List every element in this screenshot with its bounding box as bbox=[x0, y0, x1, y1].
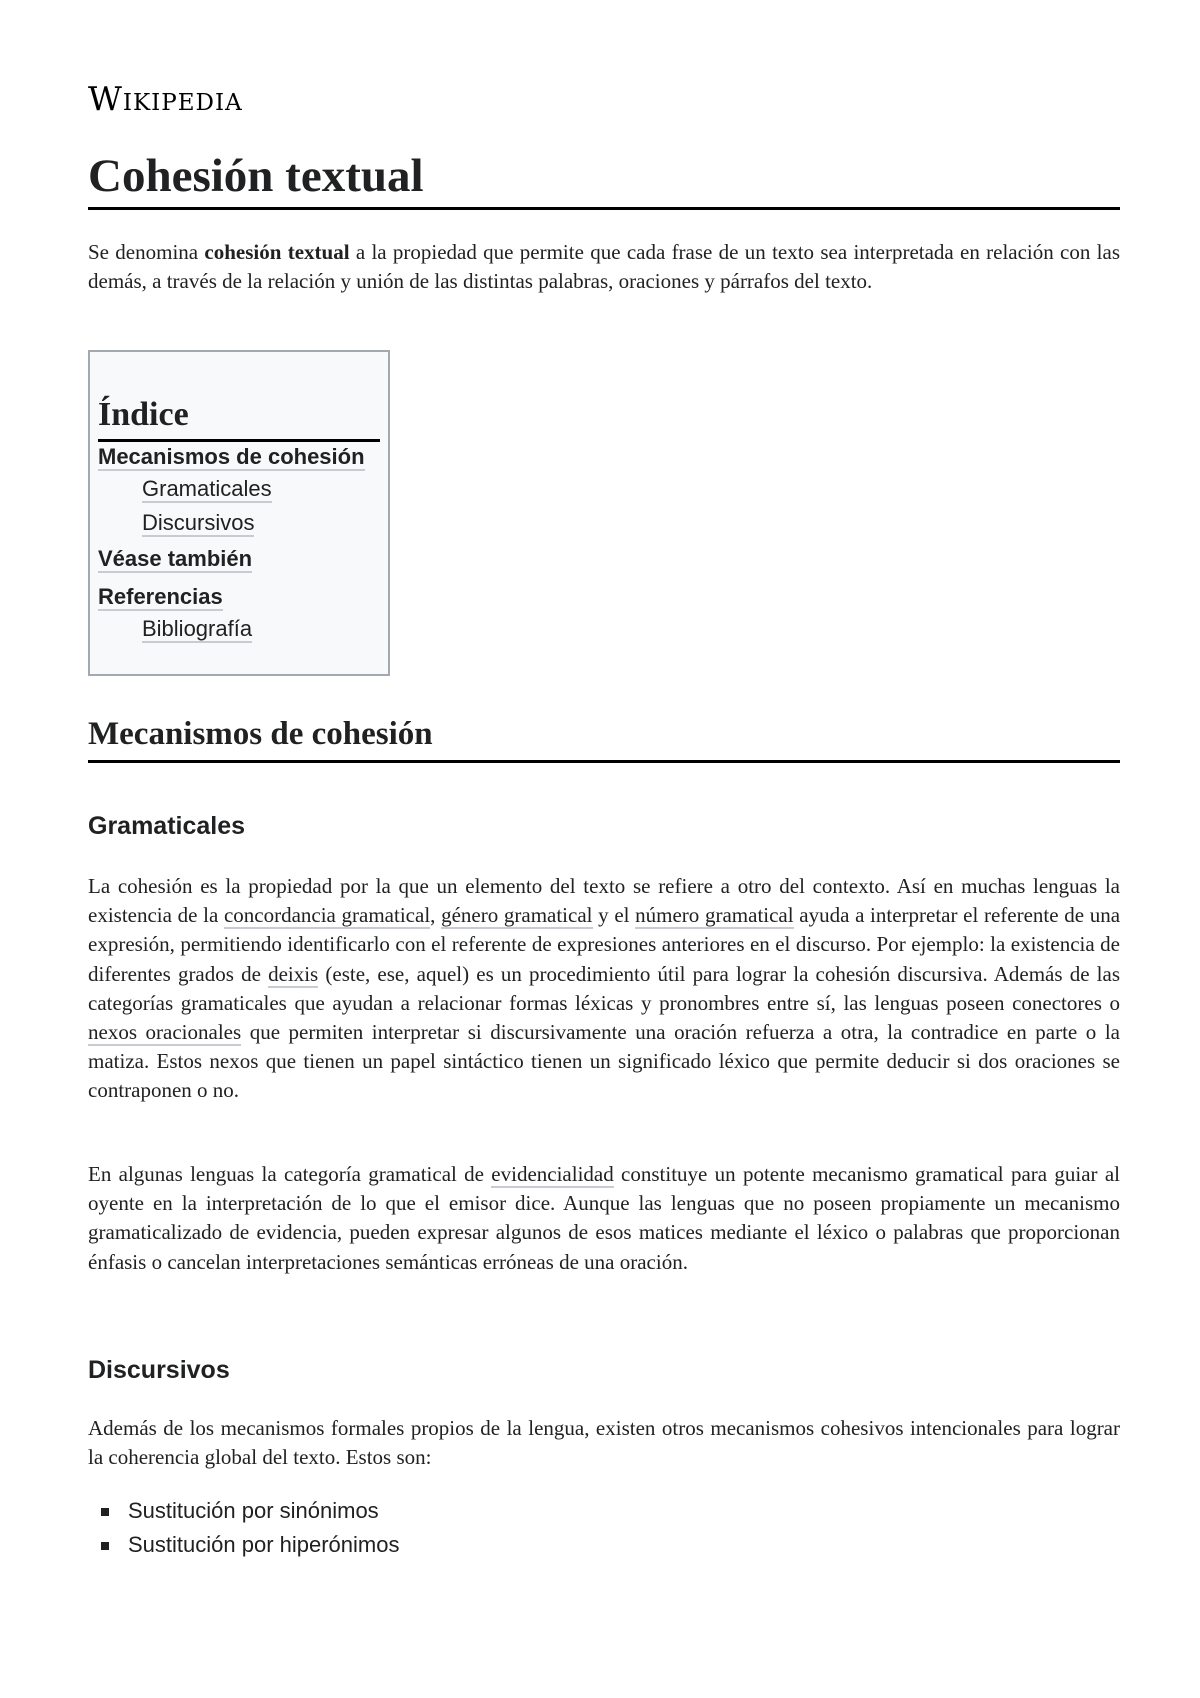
list-item: Sustitución por sinónimos bbox=[88, 1494, 399, 1528]
toc-link-mecanismos[interactable]: Mecanismos de cohesión bbox=[98, 444, 365, 469]
link-nexos-oracionales[interactable]: nexos oracionales bbox=[88, 1020, 242, 1045]
gramaticales-paragraph-2 bbox=[88, 1160, 1120, 1277]
link-numero-gramatical[interactable]: número gramatical bbox=[635, 903, 794, 928]
wikipedia-logo[interactable]: Wikipedia bbox=[88, 79, 243, 118]
gramaticales-paragraph-1 bbox=[88, 872, 1120, 1106]
page-title: Cohesión textual bbox=[88, 148, 1120, 210]
toc-item-referencias bbox=[98, 582, 380, 612]
subsection-heading-gramaticales: Gramaticales bbox=[88, 812, 246, 840]
intro-text-start: Se denomina bbox=[88, 240, 205, 264]
text: que permiten interpretar si discursivamente una oración refuerza a otra, la contradice en parte o la matiza. Estos nexos que tienen un papel sintáctico tienen un significado léxico que permite deducir si dos oraciones se contraponen o no. bbox=[88, 1020, 1120, 1103]
link-evidencialidad[interactable]: evidencialidad bbox=[491, 1162, 614, 1186]
toc-item-mecanismos bbox=[98, 442, 380, 472]
link-concordancia-gramatical[interactable]: concordancia gramatical bbox=[223, 903, 431, 928]
toc-item-gramaticales bbox=[98, 472, 380, 506]
toc-title: Índice bbox=[98, 395, 380, 442]
intro-bold-term: cohesión textual bbox=[204, 240, 350, 264]
toc-link-vease[interactable]: Véase también bbox=[98, 546, 253, 571]
text: En algunas lenguas la categoría gramatical de bbox=[88, 1162, 492, 1186]
link-deixis[interactable]: deixis bbox=[268, 961, 319, 986]
intro-paragraph bbox=[88, 238, 1120, 296]
text: y el bbox=[592, 903, 636, 928]
toc-item-bibliografia bbox=[98, 612, 380, 646]
toc-link-gramaticales[interactable]: Gramaticales bbox=[142, 476, 272, 501]
text: La cohesión es la propiedad por la que un elemento del texto se refiere a otro del contexto. Así en muchas lenguas la existencia de la bbox=[88, 874, 1120, 928]
toc-list bbox=[98, 442, 380, 646]
discursivos-list bbox=[88, 1494, 399, 1562]
text: ayuda a interpretar el referente de una expresión, permitiendo identificarlo con el referente de expresiones anteriores en el discurso. Por ejemplo: la existencia de diferentes grados de bbox=[88, 903, 1121, 986]
subsection-heading-discursivos: Discursivos bbox=[88, 1356, 230, 1384]
discursivos-paragraph: Además de los mecanismos formales propios de la lengua, existen otros mecanismos cohesivos intencionales para lograr la coherencia global del texto. Estos son: bbox=[88, 1416, 1120, 1470]
link-genero-gramatical[interactable]: género gramatical bbox=[441, 903, 593, 928]
toc-link-discursivos[interactable]: Discursivos bbox=[142, 510, 255, 535]
section-heading-mecanismos: Mecanismos de cohesión bbox=[88, 714, 1120, 763]
text: , bbox=[430, 903, 442, 928]
table-of-contents bbox=[88, 350, 390, 676]
toc-item-vease bbox=[98, 544, 380, 574]
text: (este, ese, aquel) es un procedimiento útil para lograr la cohesión discursiva. Además de las categorías gramaticales que ayudan a relacionar formas léxicas y pronombres entre sí, las lenguas poseen conectores o bbox=[88, 961, 1120, 1015]
intro-text-end: a la propiedad que permite que cada frase de un texto sea interpretada en relación con las demás, a través de la relación y unión de las distintas palabras, oraciones y párrafos del texto. bbox=[88, 240, 1121, 293]
toc-link-bibliografia[interactable]: Bibliografía bbox=[142, 616, 253, 641]
list-item: Sustitución por hiperónimos bbox=[88, 1528, 399, 1562]
toc-link-referencias[interactable]: Referencias bbox=[98, 584, 223, 609]
text: constituye un potente mecanismo gramatical para guiar al oyente en la interpretación de lo que el emisor dice. Aunque las lenguas que no poseen propiamente un mecanismo gramaticalizado de evidencia, pueden expresar algunos de esos matices mediante el léxico o palabras que proporcionan énfasis o cancelan interpretaciones semánticas erróneas de una oración. bbox=[88, 1162, 1120, 1274]
toc-item-discursivos bbox=[98, 506, 380, 540]
